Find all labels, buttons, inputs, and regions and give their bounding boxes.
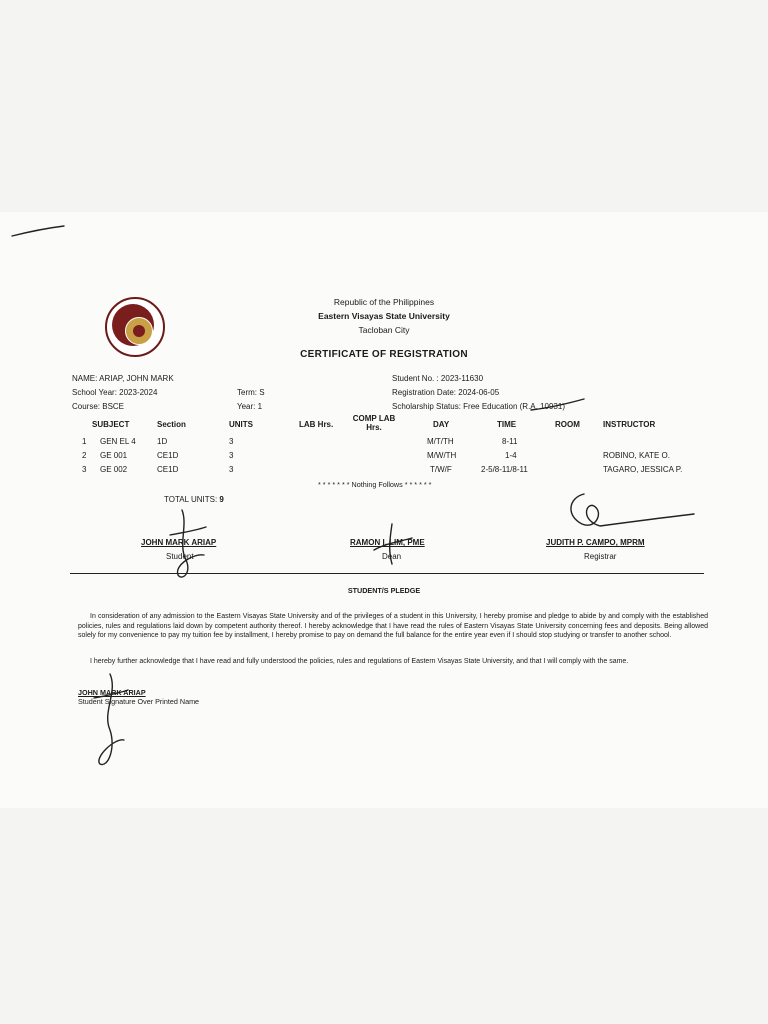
col-comp-lab-hrs: COMP LAB Hrs. bbox=[352, 414, 396, 432]
table-row-subject: GE 001 bbox=[100, 451, 128, 460]
table-row-units: 3 bbox=[229, 451, 234, 460]
school-year: School Year: 2023-2024 bbox=[72, 388, 158, 397]
registration-date: Registration Date: 2024-06-05 bbox=[392, 388, 500, 397]
table-row-day: M/W/TH bbox=[427, 451, 457, 460]
scholarship-status: Scholarship Status: Free Education (R.A. 10931) bbox=[392, 402, 565, 411]
table-row-no: 1 bbox=[82, 437, 87, 446]
nothing-follows: * * * * * * * Nothing Follows * * * * * * bbox=[318, 480, 432, 489]
city-line: Tacloban City bbox=[358, 325, 410, 335]
pledge-paragraph-2: I hereby further acknowledge that I have read and fully understood the policies, rules and regulations of Eastern Visayas State University, and that I will comply with the same. bbox=[90, 658, 629, 665]
course: Course: BSCE bbox=[72, 402, 125, 411]
divider bbox=[70, 573, 704, 574]
student-number: Student No. : 2023-11630 bbox=[392, 374, 484, 383]
pledge-signer-caption: Student Signature Over Printed Name bbox=[78, 697, 200, 706]
republic-line: Republic of the Philippines bbox=[333, 297, 435, 307]
student-signatory-role: Student bbox=[166, 552, 194, 561]
pledge-signer-name: JOHN MARK ARIAP bbox=[78, 688, 146, 697]
pledge-title: STUDENT/S PLEDGE bbox=[347, 586, 421, 595]
table-row-day: T/W/F bbox=[430, 465, 452, 474]
student-signatory-name: JOHN MARK ARIAP bbox=[141, 538, 217, 547]
col-room: ROOM bbox=[555, 420, 580, 429]
table-row-section: CE1D bbox=[157, 465, 179, 474]
table-row-instructor: TAGARO, JESSICA P. bbox=[603, 465, 683, 474]
col-section: Section bbox=[157, 420, 186, 429]
year-level: Year: 1 bbox=[237, 402, 263, 411]
table-row-units: 3 bbox=[229, 465, 234, 474]
table-row-time: 1-4 bbox=[505, 451, 517, 460]
table-row-subject: GEN EL 4 bbox=[100, 437, 136, 446]
dean-signatory-role: Dean bbox=[382, 552, 402, 561]
total-units-value: 9 bbox=[219, 495, 224, 504]
table-row-time: 8-11 bbox=[502, 437, 518, 446]
col-time: TIME bbox=[497, 420, 517, 429]
col-lab-hrs: LAB Hrs. bbox=[299, 420, 334, 429]
term: Term: S bbox=[237, 388, 265, 397]
page-title: CERTIFICATE OF REGISTRATION bbox=[300, 349, 468, 360]
table-row-no: 3 bbox=[82, 465, 87, 474]
table-row-section: 1D bbox=[157, 437, 168, 446]
pledge-paragraph-1: In consideration of any admission to the Eastern Visayas State University and of the privileges of a student in this University, I hereby promise and pledge to abide by and comply with the established policies, rules and regulations laid down by competent authority thereof. I hereby acknowledge that I have read the rules of Eastern Visayas State University concerning fees and deposits. Being allowed solely for my convenience to pay my tuition fee by installment, I hereby promise to pay on demand the full balance for the entire year even if I should stop studying or transfer to another school. bbox=[78, 613, 708, 639]
dean-signatory-name: RAMON I. LIM, PME bbox=[350, 538, 425, 547]
table-row-day: M/T/TH bbox=[427, 437, 454, 446]
col-units: UNITS bbox=[229, 420, 253, 429]
table-row-instructor: ROBINO, KATE O. bbox=[603, 451, 670, 460]
table-row-time: 2-5/8-11/8-11 bbox=[481, 465, 528, 474]
registrar-signatory-name: JUDITH P. CAMPO, MPRM bbox=[546, 538, 645, 547]
total-units-label: TOTAL UNITS: bbox=[164, 495, 220, 504]
university-name: Eastern Visayas State University bbox=[318, 311, 450, 321]
col-day: DAY bbox=[433, 420, 450, 429]
table-row-section: CE1D bbox=[157, 451, 179, 460]
registrar-signatory-role: Registrar bbox=[584, 552, 617, 561]
table-row-units: 3 bbox=[229, 437, 234, 446]
col-subject: SUBJECT bbox=[92, 420, 130, 429]
student-name: NAME: ARIAP, JOHN MARK bbox=[72, 374, 174, 383]
table-row-no: 2 bbox=[82, 451, 87, 460]
col-instructor: INSTRUCTOR bbox=[603, 420, 656, 429]
total-units bbox=[164, 495, 224, 504]
table-row-subject: GE 002 bbox=[100, 465, 128, 474]
